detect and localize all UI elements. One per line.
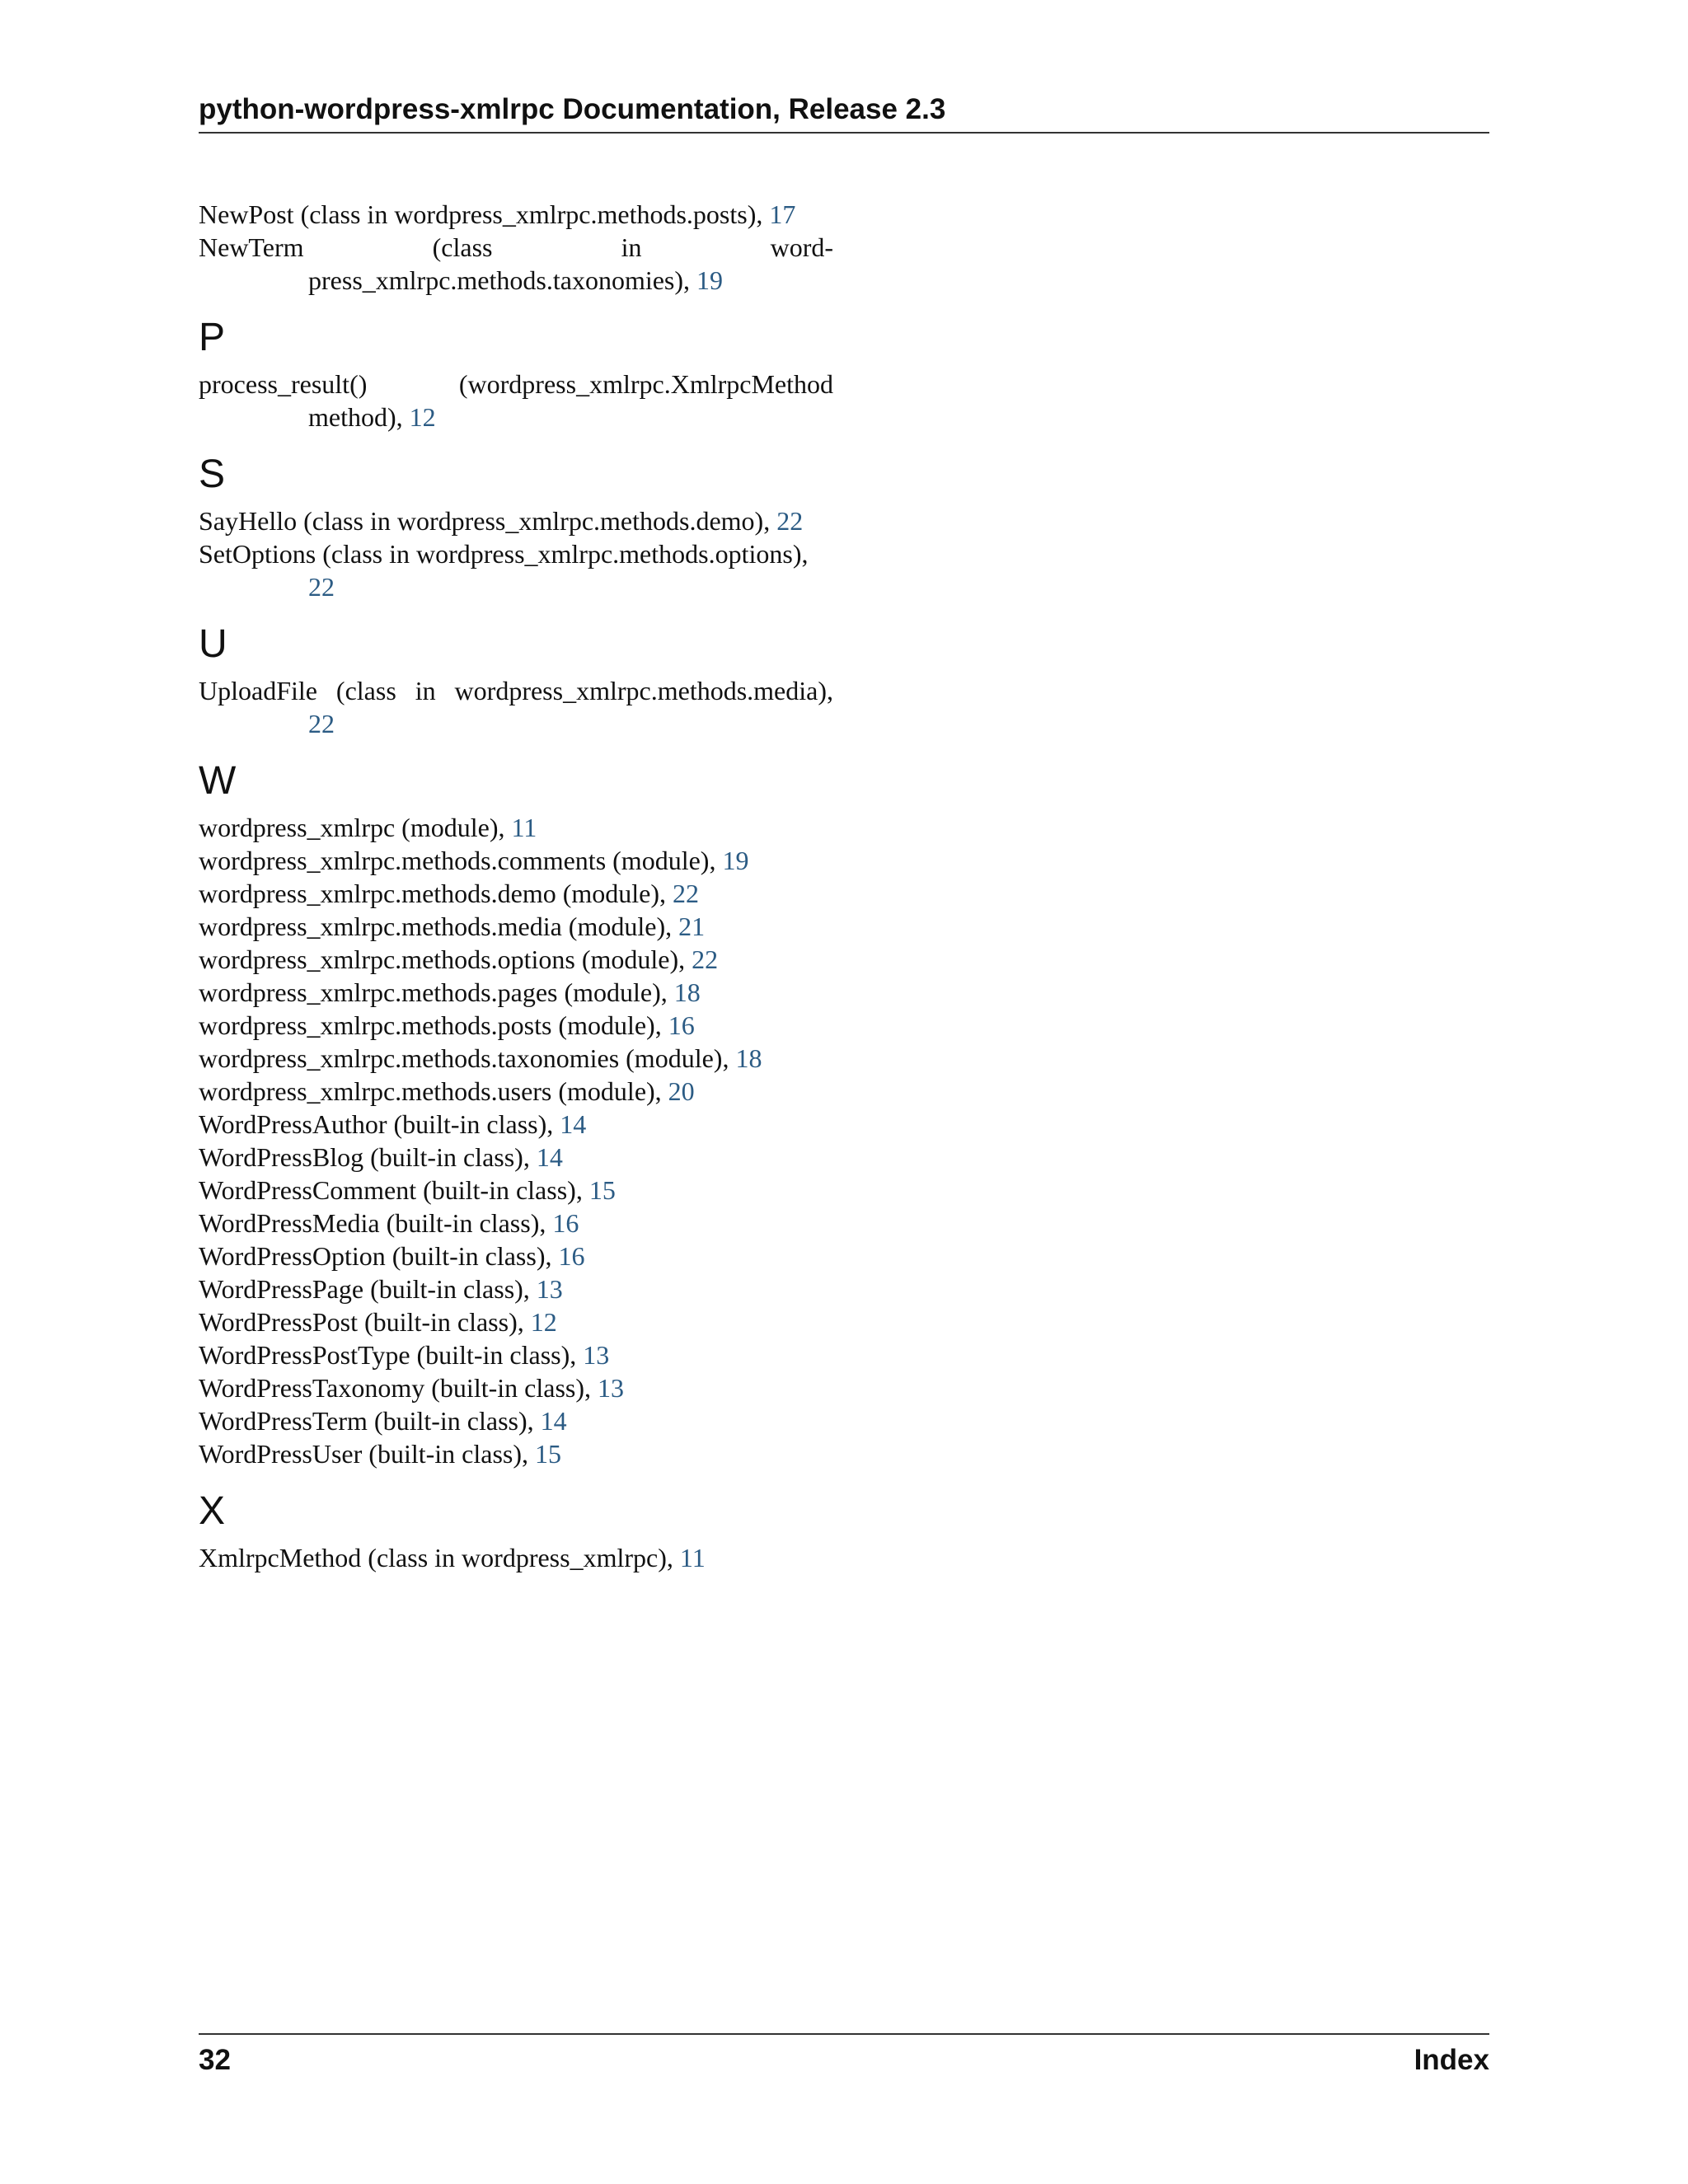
entry-text: wordpress_xmlrpc.methods.posts (module), <box>199 1010 662 1040</box>
entry-text: XmlrpcMethod (class in wordpress_xmlrpc), <box>199 1543 673 1572</box>
page-link[interactable]: 15 <box>535 1439 562 1469</box>
entry-continuation <box>199 570 833 603</box>
entry-line <box>199 537 833 570</box>
page-link[interactable]: 13 <box>598 1373 624 1403</box>
list-item <box>199 943 833 976</box>
page-link[interactable]: 19 <box>722 846 749 875</box>
page-link[interactable]: 22 <box>673 879 699 908</box>
page-link[interactable]: 22 <box>776 506 804 536</box>
page-link[interactable]: 20 <box>668 1076 695 1106</box>
entry-continuation <box>199 401 833 434</box>
entry-continuation <box>199 707 833 740</box>
list-item <box>199 976 833 1009</box>
entry-justified-line <box>199 674 833 707</box>
page-link[interactable]: 22 <box>308 572 335 602</box>
entry-text: wordpress_xmlrpc.methods.media (module), <box>199 912 673 941</box>
index-letter-heading: P <box>199 316 226 359</box>
entry-text: WordPressUser (built-in class), <box>199 1439 529 1469</box>
entry-word: process_result() <box>199 369 368 399</box>
entry-text: WordPressPage (built-in class), <box>199 1274 530 1304</box>
entry-text: wordpress_xmlrpc (module), <box>199 813 505 842</box>
header-title: python-wordpress-xmlrpc Documentation, Release 2.3 <box>199 93 946 125</box>
entry-text: wordpress_xmlrpc.methods.comments (module), <box>199 846 716 875</box>
entry-text: press_xmlrpc.methods.taxonomies), <box>308 265 691 295</box>
entry-text: wordpress_xmlrpc.methods.pages (module), <box>199 977 668 1007</box>
footer-page-number: 32 <box>199 2044 231 2076</box>
list-item <box>199 1240 833 1272</box>
entry-text: WordPressMedia (built-in class), <box>199 1208 546 1238</box>
index-letter-heading: S <box>199 452 226 496</box>
entry-justified-line <box>199 231 833 264</box>
page-link[interactable]: 11 <box>679 1543 706 1572</box>
entry-text: wordpress_xmlrpc.methods.users (module), <box>199 1076 662 1106</box>
page-link[interactable]: 15 <box>588 1175 616 1205</box>
entry-word: NewTerm <box>199 232 304 262</box>
page-link[interactable]: 12 <box>530 1307 557 1337</box>
page-link[interactable]: 16 <box>552 1208 579 1238</box>
list-item <box>199 1009 833 1042</box>
index-entry-uploadfile <box>199 674 833 740</box>
list-item <box>199 1272 833 1305</box>
page-link[interactable]: 14 <box>560 1109 587 1139</box>
entry-text: WordPressPost (built-in class), <box>199 1307 524 1337</box>
entry-text: NewPost (class in wordpress_xmlrpc.methods.posts), <box>199 199 763 229</box>
page-link[interactable]: 12 <box>409 402 436 432</box>
entry-word: (class <box>432 232 493 262</box>
list-item <box>199 910 833 943</box>
entry-text: WordPressAuthor (built-in class), <box>199 1109 554 1139</box>
list-item <box>199 877 833 910</box>
entry-text: WordPressOption (built-in class), <box>199 1241 552 1271</box>
index-content <box>199 198 833 1574</box>
entry-text: WordPressTerm (built-in class), <box>199 1406 534 1436</box>
entry-continuation <box>199 264 833 297</box>
page-link[interactable]: 13 <box>583 1340 610 1370</box>
entry-text: wordpress_xmlrpc.methods.options (module), <box>199 944 686 974</box>
list-item <box>199 1042 833 1075</box>
entry-text: WordPressBlog (built-in class), <box>199 1142 530 1172</box>
entry-word: (wordpress_xmlrpc.XmlrpcMethod <box>458 369 833 399</box>
list-item <box>199 811 833 844</box>
list-item <box>199 844 833 877</box>
list-item <box>199 1437 833 1470</box>
entry-text: WordPressPostType (built-in class), <box>199 1340 577 1370</box>
page-link[interactable]: 19 <box>696 265 724 295</box>
entry-justified-line <box>199 368 833 401</box>
list-item <box>199 1075 833 1108</box>
index-entry-process-result <box>199 368 833 434</box>
entry-text: SetOptions (class in wordpress_xmlrpc.methods.options), <box>199 539 809 569</box>
index-letter-heading: U <box>199 622 227 666</box>
list-item <box>199 1108 833 1141</box>
list-item <box>199 1404 833 1437</box>
list-item <box>199 1141 833 1174</box>
entry-text: SayHello (class in wordpress_xmlrpc.methods.demo), <box>199 506 771 536</box>
page-link[interactable]: 11 <box>511 813 537 842</box>
running-header <box>199 92 1489 134</box>
footer-section-name: Index <box>1414 2044 1489 2076</box>
list-item <box>199 1174 833 1207</box>
running-footer <box>199 2033 1489 2076</box>
entry-word: in <box>621 232 642 262</box>
index-letter-heading: X <box>199 1489 226 1533</box>
index-list-w <box>199 811 833 1470</box>
page-link[interactable]: 16 <box>558 1241 585 1271</box>
entry-word: in <box>415 676 436 705</box>
page-link[interactable]: 17 <box>769 199 796 229</box>
list-item <box>199 1305 833 1338</box>
entry-text: WordPressTaxonomy (built-in class), <box>199 1373 591 1403</box>
list-item <box>199 1207 833 1240</box>
index-letter-heading: W <box>199 759 237 803</box>
list-item <box>199 1338 833 1371</box>
index-entry-xmlrpcmethod <box>199 1541 833 1574</box>
page-link[interactable]: 18 <box>735 1043 762 1073</box>
entry-word: word- <box>770 232 834 262</box>
page-link[interactable]: 18 <box>673 977 701 1007</box>
page-link[interactable]: 22 <box>692 944 719 974</box>
index-entry-setoptions <box>199 537 833 603</box>
entry-text: wordpress_xmlrpc.methods.taxonomies (module), <box>199 1043 729 1073</box>
page-link[interactable]: 16 <box>668 1010 695 1040</box>
index-entry-newterm <box>199 231 833 297</box>
index-entry-newpost <box>199 198 833 231</box>
entry-word: (class <box>335 676 396 705</box>
page-link[interactable]: 14 <box>536 1142 563 1172</box>
entry-word: UploadFile <box>199 676 317 705</box>
entry-word: wordpress_xmlrpc.methods.media), <box>454 676 833 705</box>
list-item <box>199 1371 833 1404</box>
entry-text: method), <box>308 402 403 432</box>
page-link[interactable]: 21 <box>678 912 706 941</box>
entry-text: WordPressComment (built-in class), <box>199 1175 583 1205</box>
index-entry-sayhello <box>199 504 833 537</box>
entry-text: wordpress_xmlrpc.methods.demo (module), <box>199 879 666 908</box>
page-link[interactable]: 13 <box>536 1274 563 1304</box>
page-link[interactable]: 14 <box>540 1406 567 1436</box>
page-link[interactable]: 22 <box>308 709 335 738</box>
